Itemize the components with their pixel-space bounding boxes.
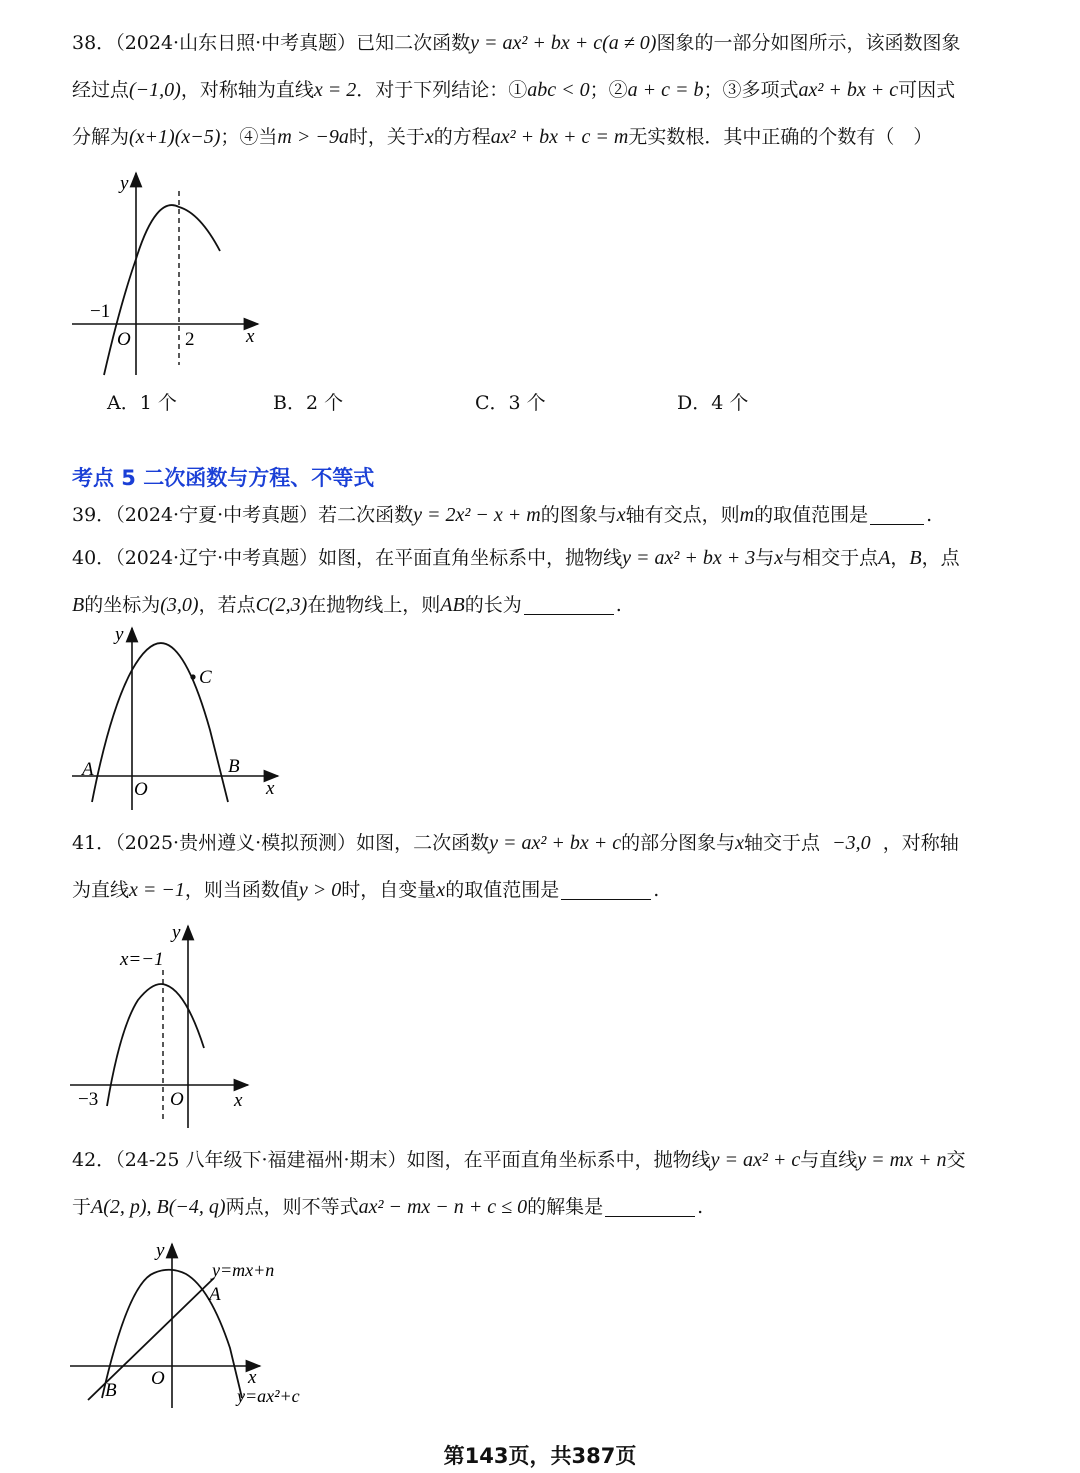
q40-formula: y = ax² + bx + 3 <box>622 547 756 569</box>
q42-text: 的解集是 <box>527 1196 604 1218</box>
q38-label-neg1: −1 <box>90 301 111 322</box>
q41-label-y: y <box>172 922 181 943</box>
choice-d[interactable]: D．4 个 <box>677 392 749 414</box>
q40-graph <box>60 620 290 815</box>
q40-text: ，若点 <box>198 594 256 616</box>
question-41 <box>72 820 1016 914</box>
question-42 <box>72 1137 1016 1231</box>
q41-parabola <box>107 984 204 1106</box>
q38-text: ；④当 <box>220 126 278 148</box>
q38-label-x: x <box>246 326 255 347</box>
q42-formula: y = mx + n <box>857 1149 947 1171</box>
q38-text: 分解为 <box>72 126 130 148</box>
section-title: 考点 5 二次函数与方程、不等式 <box>72 466 375 490</box>
q42-formula: ax² − mx − n + c ≤ 0 <box>358 1196 528 1218</box>
q41-formula: −3,0 <box>832 832 871 854</box>
q41-text: 如图，二次函数 <box>356 832 490 854</box>
q38-text: 已知二次函数 <box>356 32 471 54</box>
q41-formula: x <box>735 832 745 854</box>
q40-label-a: A <box>82 759 94 780</box>
q41-formula: x <box>436 879 446 901</box>
q38-text: ．对于下列结论：① <box>356 79 528 101</box>
q42-label-origin: O <box>151 1368 165 1389</box>
q39-text: 若二次函数 <box>318 504 414 526</box>
q38-formula: (x+1)(x−5) <box>129 126 221 148</box>
q38-formula: x <box>424 126 434 148</box>
q42-label-b: B <box>105 1380 117 1401</box>
q40-formula: x <box>774 547 784 569</box>
q38-text: 时，关于 <box>348 126 425 148</box>
q42-label-line: y=mx+n <box>212 1260 275 1280</box>
q38-number: 38． <box>72 32 116 54</box>
q42-label-parabola: y=ax²+c <box>237 1386 300 1406</box>
q41-label-neg3: −3 <box>78 1089 99 1110</box>
question-39 <box>72 492 1016 539</box>
q41-answer-blank[interactable] <box>561 877 651 900</box>
q40-text: 如图，在平面直角坐标系中，抛物线 <box>318 547 623 569</box>
q41-text: 的部分图象与 <box>621 832 736 854</box>
q39-text: . <box>926 504 933 526</box>
q40-text: 在抛物线上，则 <box>307 594 441 616</box>
q40-number: 40． <box>72 547 116 569</box>
q40-source: （2024·辽宁·中考真题） <box>115 547 319 569</box>
q39-source: （2024·宁夏·中考真题） <box>115 504 319 526</box>
q39-formula: x <box>616 504 626 526</box>
q38-text: ；③多项式 <box>703 79 799 101</box>
q39-text: 的图象与 <box>540 504 617 526</box>
q41-text: 为直线 <box>72 879 130 901</box>
q41-graph <box>62 918 262 1133</box>
q40-formula: A <box>878 547 891 569</box>
q39-text: 轴有交点，则 <box>625 504 740 526</box>
q39-formula: m <box>739 504 755 526</box>
q41-text: ，则当函数值 <box>184 879 299 901</box>
q41-number: 41． <box>72 832 116 854</box>
q41-text: ，对称轴 <box>882 832 959 854</box>
q40-text: ，点 <box>921 547 960 569</box>
q40-label-y: y <box>115 624 124 645</box>
q41-formula: x = −1 <box>129 879 185 901</box>
q38-text: ；② <box>589 79 628 101</box>
q40-formula: (3,0) <box>160 594 199 616</box>
q42-graph <box>62 1238 342 1413</box>
q42-formula: A(2, p), B(−4, q) <box>91 1196 226 1218</box>
q40-label-b: B <box>228 756 240 777</box>
q40-formula: C(2,3) <box>255 594 308 616</box>
q41-label-x: x <box>234 1090 243 1111</box>
q40-text: ， <box>890 547 910 569</box>
q38-label-y: y <box>120 173 129 194</box>
question-40 <box>72 535 1016 629</box>
q40-label-origin: O <box>134 779 148 800</box>
q38-text: 无实数根．其中正确的个数有（ ） <box>628 126 933 148</box>
q40-label-c: C <box>199 667 212 688</box>
q40-text: 与相交于点 <box>783 547 879 569</box>
q38-graph <box>60 165 280 380</box>
q41-text: 轴交于点 <box>744 832 821 854</box>
q38-formula: ax² + bx + c <box>798 79 899 101</box>
q38-text: 可因式 <box>898 79 956 101</box>
q39-text: 的取值范围是 <box>754 504 869 526</box>
q42-label-a: A <box>209 1284 221 1305</box>
q40-text: 的长为 <box>464 594 522 616</box>
q39-formula: y = 2x² − x + m <box>413 504 541 526</box>
q41-text: 的取值范围是 <box>445 879 560 901</box>
q42-text: 于 <box>72 1196 92 1218</box>
q42-text: 与直线 <box>800 1149 858 1171</box>
q38-text: 经过点 <box>72 79 130 101</box>
q42-formula: y = ax² + c <box>710 1149 801 1171</box>
choice-c[interactable]: C．3 个 <box>475 392 546 414</box>
page-footer: 第143页，共387页 <box>443 1444 637 1468</box>
q38-text: 图象的一部分如图所示，该函数图象 <box>656 32 961 54</box>
q42-label-x: x <box>248 1367 257 1388</box>
q40-point-c <box>190 674 195 679</box>
q42-answer-blank[interactable] <box>605 1194 695 1217</box>
q38-formula: ax² + bx + c = m <box>490 126 629 148</box>
q40-text: 与 <box>755 547 775 569</box>
q40-formula: B <box>72 594 85 616</box>
q42-number: 42． <box>72 1149 116 1171</box>
q42-text: 两点，则不等式 <box>225 1196 359 1218</box>
q40-formula: AB <box>440 594 465 616</box>
q38-label-origin: O <box>117 329 131 350</box>
q38-formula: a + c = b <box>627 79 704 101</box>
q41-text: . <box>653 879 660 901</box>
q41-label-origin: O <box>170 1089 184 1110</box>
q41-formula: y = ax² + bx + c <box>489 832 622 854</box>
q41-text: 时，自变量 <box>341 879 437 901</box>
q40-text: 的坐标为 <box>84 594 161 616</box>
choice-a[interactable]: A．1 个 <box>107 392 177 414</box>
question-38 <box>72 20 1016 161</box>
q41-source: （2025·贵州遵义·模拟预测） <box>115 832 357 854</box>
q38-label-2: 2 <box>185 329 195 350</box>
q38-formula: abc < 0 <box>527 79 590 101</box>
q38-formula: y = ax² + bx + c(a ≠ 0) <box>470 32 657 54</box>
q41-formula: y > 0 <box>298 879 342 901</box>
q40-formula: B <box>909 547 922 569</box>
q42-label-y: y <box>156 1240 165 1261</box>
q42-text: . <box>697 1196 704 1218</box>
q39-number: 39． <box>72 504 116 526</box>
q42-text: 交 <box>946 1149 966 1171</box>
q38-source: （2024·山东日照·中考真题） <box>115 32 357 54</box>
q40-answer-blank[interactable] <box>524 592 614 615</box>
q38-formula: x = 2 <box>313 79 357 101</box>
q38-text: 的方程 <box>433 126 491 148</box>
q38-formula: (−1,0) <box>129 79 181 101</box>
choice-b[interactable]: B．2 个 <box>273 392 344 414</box>
q42-text: 如图，在平面直角坐标系中，抛物线 <box>406 1149 711 1171</box>
q38-text: ，对称轴为直线 <box>180 79 314 101</box>
q41-label-axis: x=−1 <box>120 949 164 970</box>
q39-answer-blank[interactable] <box>870 502 924 525</box>
q40-text: . <box>615 594 622 616</box>
q38-formula: m > −9a <box>277 126 349 148</box>
q42-source: （24-25 八年级下·福建福州·期末） <box>115 1149 407 1171</box>
q40-label-x: x <box>266 778 275 799</box>
